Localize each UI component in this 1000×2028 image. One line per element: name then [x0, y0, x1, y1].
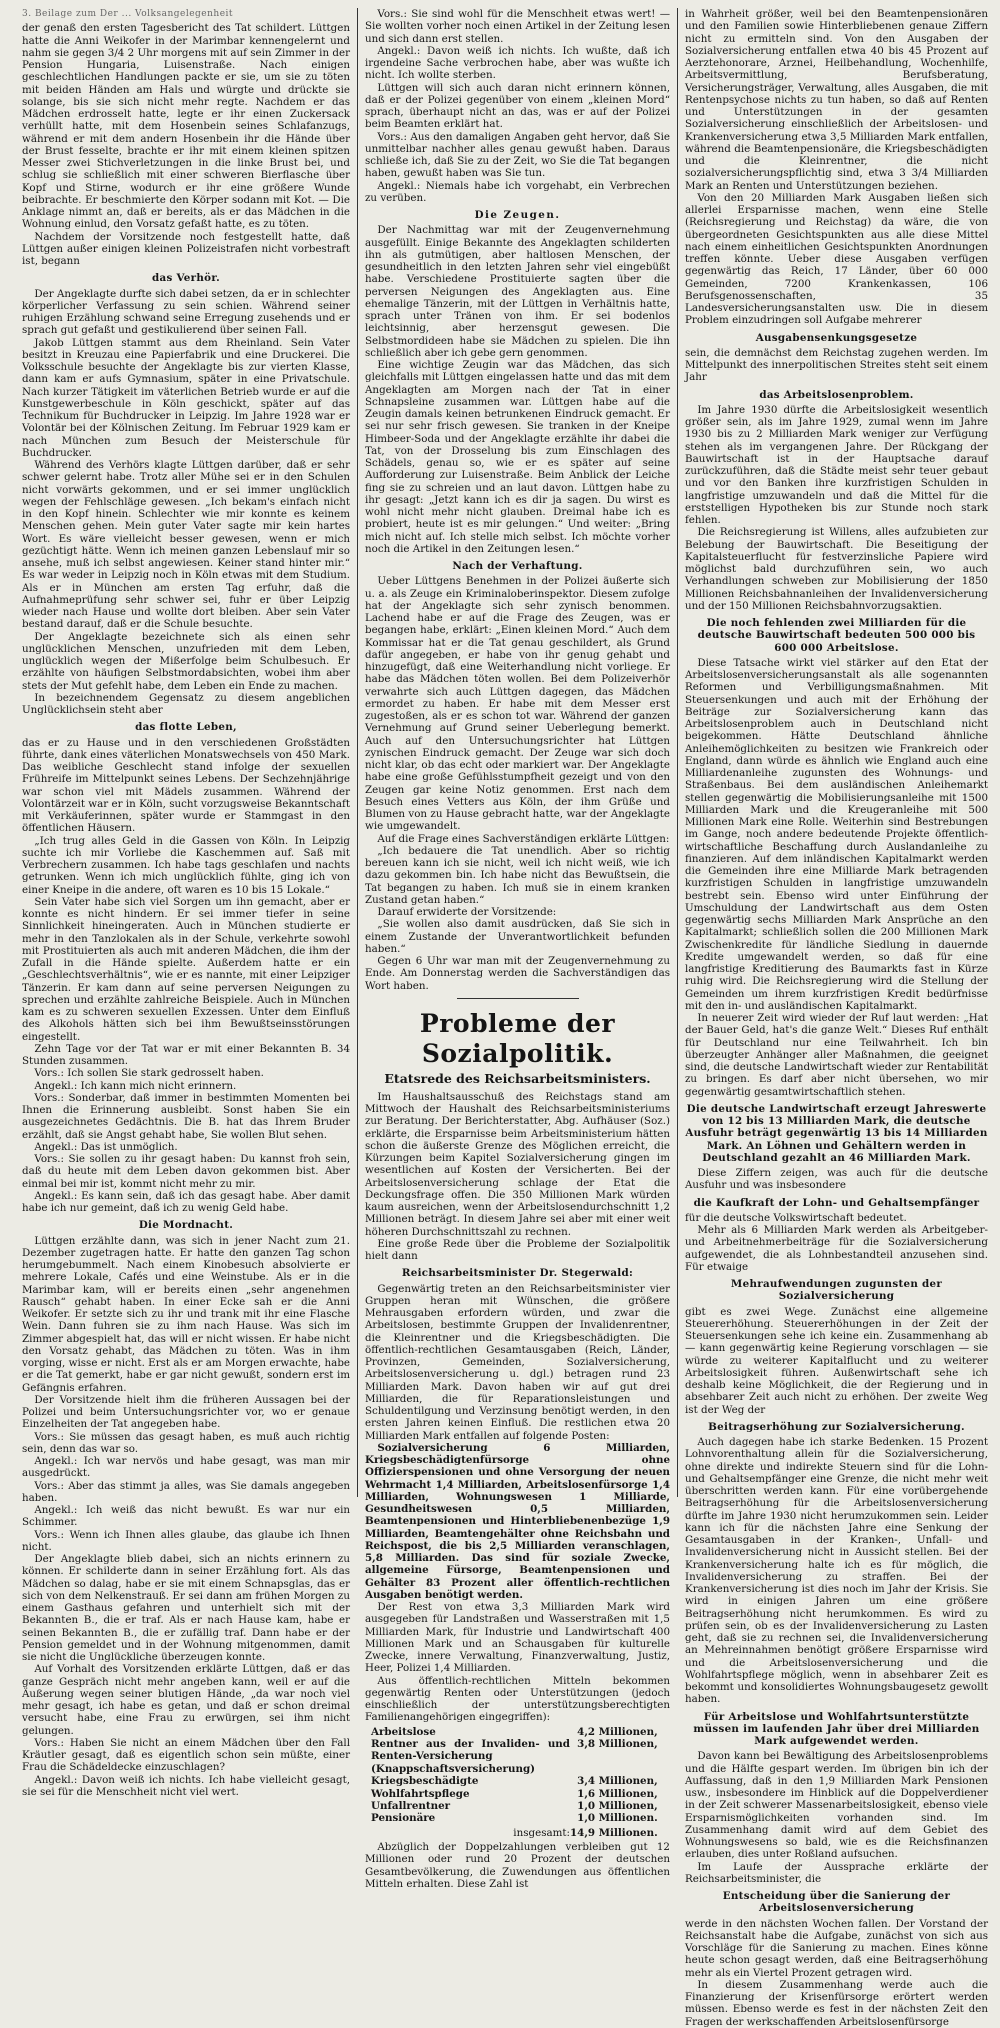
table-row: [371, 1726, 658, 1738]
subheading-ausgabensenkung: Ausgabensenkungsgesetze: [755, 331, 918, 344]
subheading-minister: Reichsarbeitsminister Dr. Stegerwald:: [401, 1267, 634, 1280]
column-2: [357, 8, 677, 1890]
columns: [22, 8, 988, 2028]
paragraph: In neuerer Zeit wird wieder der Ruf laut werden: „Hat der Bauer Geld, hat's die ganze Welt.“ Dieses Ruf enthält für Deutschland nur eine Teilwahrheit. Ich bin überzeugter Anhänger aller Maßnahmen, die geeignet sind, die deutsche Landwirtschaft wieder zur Rentabilität zu bringen. Es darf aber nicht übersehen, wo mir gegenwärtig gesamtwirtschaftlich stehen.: [685, 1012, 988, 1098]
paragraph: Aus öffentlich-rechtlichen Mitteln bekommen gegenwärtig Renten oder Unterstützungen (jedoch einschließlich der unterstützungsberechtigten Familienangehörigen eingegriffen):: [365, 1674, 670, 1724]
paragraph: „Ich bedauere die Tat unendlich. Aber so richtig bereuen kann ich sie nicht, weil ich nicht weiß, wie ich dazu gekommen bin. Ich habe nicht das Bewußtsein, die Tat begangen zu haben. Ich muß sie in einem kranken Zustand getan haben.“: [365, 844, 670, 906]
table-cell-label: Wohlfahrtspflege: [371, 1787, 470, 1800]
table-cell-value: 4,2 Millionen,: [577, 1725, 658, 1738]
paragraph: Davon kann bei Bewältigung des Arbeitslosenproblems und die Hälfte gespart werden. Im übrigen bin ich der Auffassung, daß in den 1,9 Milliarden Mark Pensionen usw., insbesondere im Hinblick auf die Doppelverdiener in der Zeit schwerer Massenarbeitslosigkeit, ebenso viele Ersparnismöglichkeiten vorhanden sind. Im Zusammenhang damit wird auf dem Gebiet des Wohnungswesens so bald, wie es die Reichsfinanzen erlauben, dies unter Roßland aufsuchen.: [685, 1750, 988, 1861]
paragraph: Vors.: Sie sind wohl für die Menschheit etwas wert! — Sie wollten vorher noch einen Artikel in der Zeitung lesen und sich dann erst stellen.: [365, 8, 670, 45]
table-row: [371, 1775, 658, 1787]
paragraph: Sein Vater habe sich viel Sorgen um ihn gemacht, aber er konnte es nicht hindern. Er sei immer tiefer in seine Sinnlichkeit hineingeraten. Auch in München studierte er mehr in den Tanzlokalen als in der Schule, verkehrte sowohl mit Prostituierten als auch mit anderen Mädchen, die ihm der Zufall in die Hände spielte. Außerdem hatte er ein „Geschlechtsverhältnis“, wie er es nannte, mit einer Leipziger Tänzerin. Er kam dann auf seine perversen Neigungen zu sprechen und erzählte zahlreiche Beispiele. Auch in München kam es zu schweren sexuellen Exzessen. Unter dem Einfluß des Alkohols hätten sich bei ihm Bewußtseinsstörungen eingestellt.: [22, 895, 350, 1043]
table-row: [371, 1788, 658, 1800]
table-cell-label: Rentner aus der Invaliden- und Renten-Versicherung (Knappschaftsversicherung): [371, 1737, 570, 1775]
paragraph: Vors.: Wenn ich Ihnen alles glaube, das glaube ich Ihnen nicht.: [22, 1528, 350, 1553]
paragraph: Darauf erwiderte der Vorsitzende:: [377, 906, 557, 918]
paragraph: Der Angeklagte durfte sich dabei setzen, da er in schlechter körperlicher Verfassung zu sein schien. Während seiner ruhigen Erzählung schwand seine Erregung zusehends und er sprach gut gefaßt und gestikulierend über seinen Fall.: [22, 287, 350, 337]
article-subheadline: Etatsrede des Reichsarbeitsministers.: [384, 1070, 651, 1086]
paragraph: Eine große Rede über die Probleme der Sozialpolitik hielt dann: [365, 1237, 670, 1262]
paragraph: Angekl.: Ich war nervös und habe gesagt, was man mir ausgedrückt.: [22, 1455, 350, 1480]
column-1: [22, 8, 357, 1798]
paragraph: Auch dagegen habe ich starke Bedenken. 15 Prozent Lohnvorenthaltung allein für die Sozialversicherung, ohne direkte und indirekte Steuern sind für die Lohn- und Gehaltsempfänger eine Grenze, die nicht mehr weit überschritten werden kann. Für eine vorübergehende Beitragserhöhung für die Arbeitslosenversicherung dürfte im Jahre 1930 nicht herumzukommen sein. Leider kann ich für die nächsten Jahre eine Senkung der Gesamtausgaben in der Kranken-, Unfall- und Invalidenversicherung nicht in Aussicht stellen. Bei der Krankenversicherung halte ich es für möglich, die Invalidenversicherung zu straffen. Bei der Krankenversicherung ist dies noch im Jahr der Krisis. Sie wird in einigen Jahren um eine größere Beitragserhöhung nicht herumkommen. Es wird zu prüfen sein, ob es der Invalidenversicherung zu Lasten geht, daß sie zu rechnen sei, die Invalidenversicherung an Mehreinnahmen benötigt größere Ersparnisse wird und die Arbeitslosenversicherung und die Wohlfahrtspflege möglich, wenn in absehbarer Zeit es bekommt und konsolidiertes Wohnungsbaugesetz gewollt haben.: [685, 1436, 988, 1706]
subheading-flotte-leben: das flotte Leben,: [135, 721, 237, 734]
paragraph: Der Vorsitzende hielt ihm die früheren Aussagen bei der Polizei und beim Untersuchungsrichter vor, wo er genaue Einzelheiten der Tat angegeben habe.: [22, 1393, 350, 1431]
paragraph: Zehn Tage vor der Tat war er mit einer Bekannten B. 34 Stunden zusammen.: [22, 1042, 350, 1067]
paragraph: der genaß den ersten Tagesbericht des Tat schildert. Lüttgen hatte die Anni Weikofer in der Marimbar kennengelernt und nahm sie gegen 3/4 2 Uhr morgens mit auf sein Zimmer in der Pension Hungaria, Luisenstraße. Nach einigen geschlechtlichen Handlungen packte er sie, um sie zu töten mit beiden Händen am Hals und würgte und drückte sie solange, bis sie sich nicht mehr regte. Nachdem er das Mädchen erdrosselt hatte, legte er ihr einen Zuckersack verhüllt hatte, mit dem Hosenbein seines Schlafanzugs, während er mit dem andern Hosenbein ihr die Hände über der Brust fesselte, brachte er ihr mit einem kleinen spitzen Messer zwei Stichverletzungen in die linke Brust bei, und schlug sie schließlich mit einer schweren Bierflasche über Kopf und Stirne, wodurch er ihr eine größere Wunde beibrachte. Er beschmierte den Körper sodann mit Kot. — Die Anklage nimmt an, daß er bereits, als er das Mädchen in die Wohnung einlud, den Vorsatz gefaßt hatte, es zu töten.: [22, 22, 350, 231]
paragraph: Auf Vorhalt des Vorsitzenden erklärte Lüttgen, daß er das ganze Gespräch nicht mehr angeben kann, weil er auf die Äußerung wegen seiner blutigen Hände, „da war noch viel mehr gesagt, ich habe es getan, und daß er schon dreimal versucht habe, eine Frau zu erwürgen, sei ihm nicht gelungen.: [22, 1663, 350, 1737]
paragraph: Der Nachmittag war mit der Zeugenvernehmung ausgefüllt. Einige Bekannte des Angeklagten schilderten ihn als gutmütigen, aber haltlosen Menschen, der gesundheitlich in den letzten Jahren sehr viel eingebüßt habe. Verschiedene Prostituierte sagten über die perversen Neigungen des Angeklagten aus. Eine ehemalige Tänzerin, mit der Lüttgen in Verhältnis hatte, sprach unter Tränen von ihm. Er sei bodenlos leichtsinnig, aber herzensgut gewesen. Die Selbstmordideen habe sie Mädchen zu spielen. Die ihn schließlich aber ich gebe gern genommen.: [365, 224, 670, 359]
table-cell-label: Pensionäre: [371, 1812, 436, 1825]
table-row: [371, 1812, 658, 1824]
paragraph: Eine wichtige Zeugin war das Mädchen, das sich gleichfalls mit Lüttgen eingelassen hatte und das mit dem Angeklagten am Morgen nach der Tat in einer Schnapsleine zusammen war. Lüttgen habe auf die Zeugin damals keinen betrunkenen Eindruck gemacht. Er sei nur sehr frisch gewesen. Sie tranken in der Kneipe Himbeer-Soda und der Angeklagte erzählte ihr dabei die Tat, von der Drosselung bis zum Einschlagen des Schädels, genau so, wie er es später auf seine Aufforderung zur Luisenstraße. Beim Anblick der Leiche fing sie zu schreien und an laut davon. Lüttgen habe zu ihr gesagt: „Jetzt kann ich es dir ja sagen. Du wirst es wohl nicht mehr nicht glauben. Dreimal habe ich es probiert, heute ist es mir gelungen.“ Und weiter: „Bring mich nicht auf. Ich stelle mich selbst. Ich möchte vorher noch die Artikel in den Zeitungen lesen.“: [365, 359, 670, 555]
subheading-bauwirtschaft: Die noch fehlenden zwei Milliarden für die deutsche Bauwirtschaft bedeuten 500 000 bis 600 000 Arbeitslose.: [697, 617, 976, 654]
paragraph: Angekl.: Davon weiß ich nichts. Ich wußte, daß ich irgendeine Sache verbrochen habe, aber was wußte ich nicht. Ich wollte sterben.: [365, 44, 670, 82]
paragraph: Angekl.: Ich weiß das nicht bewußt. Es war nur ein Schimmer.: [22, 1504, 350, 1529]
paragraph: für die deutsche Volkswirtschaft bedeutet.: [685, 1211, 907, 1224]
table-cell-value: 1,6 Millionen,: [577, 1787, 658, 1800]
paragraph: Vors.: Sie müssen das gesagt haben, es muß auch richtig sein, denn das war so.: [22, 1430, 350, 1455]
subheading-sanierung: Entscheidung über die Sanierung der Arbeitslosenversicherung: [722, 1890, 951, 1915]
subheading-verhaftung: Nach der Verhaftung.: [452, 560, 583, 572]
paragraph: Vors.: Sonderbar, daß immer in bestimmten Momenten bei Ihnen die Erinnerung ausbleibt. Sonst haben Sie ein ausgezeichnetes Gedächtnis. Die B. hat das Ihrem Bruder erzählt, daß sie Angst gehabt habe, Sie wollen Blut sehen.: [22, 1091, 350, 1141]
table-total-value: 14,9 Millionen.: [570, 1826, 658, 1839]
table-cell-value: 1,0 Millionen.: [577, 1812, 658, 1825]
paragraph: Der Angeklagte bezeichnete sich als einen sehr unglücklichen Menschen, unzufrieden mit dem Leben, unglücklich wegen der Mißerfolge beim Schulbesuch. Er erzählte von häufigen Selbstmordabsichten, wobei ihm aber stets der Mut gefehlt habe, dem Leben ein Ende zu machen.: [22, 630, 350, 692]
table-row: [371, 1800, 658, 1812]
paragraph: In bezeichnendem Gegensatz zu diesem angeblichen Unglücklichsein steht aber: [22, 691, 350, 716]
paragraph: Diese Ziffern zeigen, was auch für die deutsche Ausfuhr und was insbesondere: [685, 1167, 988, 1192]
paragraph: Von den 20 Milliarden Mark Ausgaben ließen sich allerlei Ersparnisse machen, wenn eine Stelle (Reichsregierung und Reichstag) da wäre, die von übergeordneten Gesichtspunkten aus alle diese Mittel nach einem einheitlichen Gesichtspunkten Anordnungen treffen könnte. Ueber diese Ausgaben verfügen gegenwärtig das Reich, 17 Länder, über 60 000 Gemeinden, 7200 Krankenkassen, 106 Berufsgenossenschaften, 35 Landesversicherungsanstalten usw. Die in diesem Problem einzudringen soll Aufgabe mehrerer: [685, 191, 988, 327]
paragraph: das er zu Hause und in den verschiedenen Großstädten führte, dank eines väterlichen Monatswechsels von 450 Mark. Das weibliche Geschlecht stand infolge der sexuellen Frühreife im Mittelpunkt seines Lebens. Der Sechzehnjährige war schon viel mit Mädels zusammen. Während der Volontärzeit war er in Köln, sucht vorzugsweise Bekanntschaft mit Verkäuferinnen, später wurde er Stammgast in den öffentlichen Häusern.: [22, 736, 350, 835]
table-cell-label: Arbeitslose: [371, 1725, 436, 1738]
table-total-label: insgesamt:: [513, 1826, 570, 1839]
paragraph: Im Jahre 1930 dürfte die Arbeitslosigkeit wesentlich größer sein, als im Jahre 1929, zumal wenn im Jahre 1930 bis zu 2 Milliarden Mark weniger zur Verfügung stehen als im vergangenen Jahre. Der Rückgang der Bauwirtschaft ist in der Hauptsache darauf zurückzuführen, daß die Städte meist sehr teuer gebaut und vor den Banken ihre kurzfristigen Schulden in langfristige umzuwandeln und daß die Mittel für die erststelligen Hypotheken bis zur Stunde noch stark fehlen.: [685, 403, 988, 526]
paragraph: gibt es zwei Wege. Zunächst eine allgemeine Steuererhöhung. Steuererhöhungen in der Zeit der Steuersenkungen sehe ich keine ein. Zusammenhang ab — kann gegenwärtig keine Regierung vorschlagen — sie würde zu weiterer Kapitalflucht und zu weiterer Arbeitslosigkeit führen. Außenwirtschaft sehe ich deshalb keine Möglichkeit, die der Regierung und in absehbarer Zeit auch nicht zu erhöhen. Der zweite Weg ist der Weg der: [685, 1305, 988, 1416]
paragraph: Mehr als 6 Milliarden Mark werden als Arbeitgeber- und Arbeitnehmerbeiträge für die Sozialversicherung aufgewendet, die als Lohnbestandteil anzusehen sind. Für etwaige: [685, 1224, 988, 1273]
paragraph: Der Rest von etwa 3,3 Milliarden Mark wird ausgegeben für Landstraßen und Wasserstraßen mit 1,5 Milliarden Mark, für Industrie und Landwirtschaft 400 Millionen Mark und an Schausgaben für kulturelle Zwecke, innere Verwaltung, Finanzverwaltung, Justiz, Heer, Polizei 1,4 Milliarden.: [365, 1601, 670, 1675]
paragraph: Vors.: Aber das stimmt ja alles, was Sie damals angegeben haben.: [22, 1479, 350, 1504]
subheading-mordnacht: Die Mordnacht.: [138, 1219, 234, 1232]
paragraph: Während des Verhörs klagte Lüttgen darüber, daß er sehr schwer gelernt habe. Trotz aller Mühe sei er in den Schulen nicht vorwärts gekommen, und er sei immer unglücklich wegen der Fehlschläge gewesen. „Ich bekam's einfach nicht in den Kopf hinein. Schlechter wie mir konnte es keinem Menschen gehen. Mein guter Vater sagte mir kein hartes Wort. Es wäre vielleicht besser gewesen, wenn er mich gezüchtigt hätte. Wenn ich meinen ganzen Lebenslauf mir so ansehe, muß ich selbst angewiesen. Keiner stand hinter mir.“ Es war weder in Leipzig noch in Köln etwas mit dem Studium. Als er in München am ersten Tag erfuhr, daß die Aufnahmeprüfung sehr schwer sei, fuhr er über Leipzig wieder nach Hause und wollte dort bleiben. Aber sein Vater bestand darauf, daß er die Schule besuchte.: [22, 459, 350, 631]
paragraph: Abzüglich der Doppelzahlungen verbleiben gut 12 Millionen oder rund 20 Prozent der deutschen Gesamtbevölkerung, die Zuwendungen aus öffentlichen Mitteln erhalten. Diese Zahl ist: [365, 1841, 670, 1890]
table-row: [371, 1738, 658, 1775]
paragraph: Sozialversicherung 6 Milliarden, Kriegsbeschädigtenfürsorge ohne Offizierspensionen und ohne Versorgung der neuen Wehrmacht 1,4 Milliarden, Arbeitslosenfürsorge 1,4 Milliarden, Wohnungswesen 1 Milliarde, Gesundheitswesen 0,5 Milliarden, Beamtenpensionen und Hinterbliebenenbezüge 1,9 Milliarden, Beamtengehälter ohne Reichsbahn und Reichspost, die bis 2,5 Milliarden veranschlagen, 5,8 Milliarden. Das sind für soziale Zwecke, allgemeine Fürsorge, Beamtenpensionen und Gehälter 83 Prozent aller öffentlich-rechtlichen Ausgaben benötigt werden.: [365, 1441, 670, 1601]
paragraph: Lüttgen erzählte dann, was sich in jener Nacht zum 21. Dezember zugetragen hatte. Er hatte den ganzen Tag schon herumgebummelt. Nach einem Kinobesuch absolvierte er mehrere Lokale, Cafés und eine Weinstube. Als er in die Marimbar kam, will er bereits einen „sehr angenehmen Rausch“ gehabt haben. In einer Ecke sah er die Anni Weikofer. Er setzte sich zu ihr und trank mit ihr eine Flasche Wein. Dann fuhren sie zu ihm nach Hause. Was sich im Zimmer abgespielt hat, das will er nicht wissen. Er habe nicht den Vorsatz gehabt, das Mädchen zu töten. Was in ihm vorging, wisse er nicht. Erst als er am Morgen erwachte, habe er die Tat gemerkt, habe er gar nicht gewußt, sondern erst im Gefängnis erfahren.: [22, 1234, 350, 1394]
paragraph: Lüttgen will sich auch daran nicht erinnern können, daß er der Polizei gegenüber von einem „kleinen Mord“ sprach, überhaupt nicht an das, was er auf der Polizei beim Beamten erklärt hat.: [365, 81, 670, 131]
subheading-verhoer: das Verhör.: [152, 272, 220, 285]
subheading-kaufkraft: die Kaufkraft der Lohn- und Gehaltsempfänger: [693, 1196, 980, 1209]
paragraph: sein, die demnächst dem Reichstag zugehen werden. Im Mittelpunkt des innerpolitischen Streites steht seit einem Jahr: [685, 346, 988, 384]
table-cell-value: 1,0 Millionen,: [577, 1799, 658, 1812]
paragraph: Vors.: Haben Sie nicht an einem Mädchen über den Fall Kräutler gesagt, daß es eigentlich schon sein müßte, einer Frau die Schädeldecke einzuschlagen?: [22, 1736, 350, 1774]
paragraph: „Ich trug alles Geld in die Gassen von Köln. In Leipzig suchte ich mir Vorliebe die Kaschemmen auf. Saß mit Verbrechern zusammen. Ich habe tags geschlafen und nachts getrunken. Wenn ich mich unglücklich fühlte, ging ich von einer Kneipe in die andere, oft waren es 10 bis 15 Lokale.“: [22, 834, 350, 896]
paragraph: Die Reichsregierung ist Willens, alles aufzubieten zur Belebung der Bauwirtschaft. Die Beseitigung der Kapitalsteuerflucht für festverzinsliche Papiere wird möglichst bald durchzuführen sein, wo auch Verhandlungen schweben zur Mobilisierung der 1850 Millionen Reichsbahnanleihen der Invalidenversicherung und der 150 Millionen Reichsbahnvorzugsaktien.: [685, 526, 988, 612]
table-cell-label: Kriegsbeschädigte: [371, 1775, 479, 1788]
paragraph: Der Angeklagte blieb dabei, sich an nichts erinnern zu können. Er schilderte dann in seiner Erzählung fort. Als das Mädchen so dalag, habe er sie mit einem Schnapsglas, das er sich von dem Nelkenstrauß. Er sei dann am frühen Morgen zu einem Gasthaus gefahren und unterhielt sich mit der Bekannten B., die er traf. Als er nach Hause kam, habe er seinen Bekannten B., die er zufällig traf. Dann habe er der Pension gemeldet und in der Wohnung mitgenommen, damit sie nicht die Unglückliche überzeugen konnte.: [22, 1553, 350, 1663]
paragraph: Diese Tatsache wirkt viel stärker auf den Etat der Arbeitslosenversicherungsanstalt als alle sogenannten Reformen und Verbilligungsmaßnahmen. Mit Steuersenkungen und auch mit der Erhöhung der Beiträge zur Sozialversicherung kann das Arbeitslosenproblem auch in Deutschland nicht beigekommen. Hätte Deutschland ähnliche Anleihemöglichkeiten zu besitzen wie Frankreich oder England, dann würde es ähnlich wie England auch eine Milliardenanleihe zugunsten des Wohnungs- und Straßenbaus. Bei dem ausländischen Anleihemarkt stellen gegenwärtig die Mobilisierungsanleihe mit 1500 Milliarden Mark und die Kreugeranleihe mit 500 Millionen Mark eine Rolle. Weiterhin sind Bestrebungen im Gange, noch andere bedeutende Projekte öffentlich-wirtschaftliche Beschaffung durch Auslandanleihe zu finanzieren. Auf dem inländischen Kapitalmarkt werden die Gemeinden ihre eine Milliarde Mark betragenden kurzfristigen Schulden in langfristige umzuwandeln bestrebt sein. Ebenso wird unter Einführung der Umschuldung der Landwirtschaft aus dem Osten gegenwärtig sechs Milliarden Mark Ansprüche an den Kapitalmarkt; schließlich sollen die 200 Millionen Mark Zwischenkredite für ländliche Siedlung in dauernde Kredite umgewandelt werden, so daß für eine langfristige Kreditierung des Baumarkts fast in Kürze ruhig wird. Die Reichsregierung wird die Stellung der Gemeinden um ihrem kurzfristigen Kredit bedürfnisse mit den in- und ausländischen Kapitalmarkt.: [685, 656, 988, 1012]
paragraph: Angekl.: Es kann sein, daß ich das gesagt habe. Aber damit habe ich nur gemeint, daß ich zu wenig Geld habe.: [22, 1189, 350, 1214]
paragraph: Angekl.: Niemals habe ich vorgehabt, ein Verbrechen zu verüben.: [365, 179, 670, 204]
subheading-arbeitslosenproblem: das Arbeitslosenproblem.: [759, 388, 914, 401]
table-cell-label: Unfallrentner: [371, 1799, 451, 1812]
paragraph: Angekl.: Davon weiß ich nichts. Ich habe vielleicht gesagt, sie sei für die Menschheit nicht viel wert.: [22, 1773, 350, 1798]
table-cell-value: 3,4 Millionen,: [577, 1775, 658, 1788]
subheading-landwirtschaft: Die deutsche Landwirtschaft erzeugt Jahreswerte von 12 bis 13 Milliarden Mark, die deutsche Ausfuhr beträgt gegenwärtig 13 bis 14 Milliarden Mark. An Löhnen und Gehältern werden in Deutschland gezahlt an 46 Milliarden Mark.: [685, 1102, 988, 1164]
recipients-table: [371, 1726, 658, 1840]
paragraph: Vors.: Sie sollen zu ihr gesagt haben: Du kannst froh sein, daß du heute mit dem Leben davon gekommen bist. Aber einmal bei mir ist, kommt nicht mehr zu mir.: [22, 1153, 350, 1190]
paragraph: Angekl.: Das ist unmöglich.: [34, 1140, 178, 1153]
subheading-mehraufwendungen: Mehraufwendungen zugunsten der Sozialversicherung: [730, 1278, 943, 1303]
paragraph: Vors.: Ich sollen Sie stark gedrosselt haben.: [34, 1067, 264, 1080]
subheading-beitragserhoehung: Beitragserhöhung zur Sozialversicherung.: [708, 1420, 965, 1433]
paragraph: Angekl.: Ich kann mich nicht erinnern.: [34, 1079, 237, 1092]
paragraph: in Wahrheit größer, weil bei den Beamtenpensionären und den Familien sowie Hinterbliebenen genaue Ziffern nicht zu ermitteln sind. Von den Ausgaben der Sozialversicherung entfallen etwa 40 bis 45 Prozent auf Aerztehonorare, Arznei, Heilbehandlung, Wochenhilfe, Arbeitsvermittlung, Berufsberatung, Versicherungsträger, Verwaltung, alles Ausgaben, die mit Rentenpsychose nichts zu tun haben, so daß auf Renten und Unterstützungen in der gesamten Sozialversicherung einschließlich der Arbeitslosen- und Krankenversicherung etwa 3,5 Milliarden Mark entfallen, während die Beamtenpensionäre, die Kriegsbeschädigten und die Kleinrentner, die nicht sozialversicherungspflichtig sind, etwa 3 3/4 Milliarden Mark an Renten und Unterstützungen beziehen.: [685, 8, 988, 192]
paragraph: „Sie wollen also damit ausdrücken, daß Sie sich in einem Zustande der Unverantwortlichkeit befunden haben.“: [365, 918, 670, 955]
paragraph: Im Haushaltsausschuß des Reichstags stand am Mittwoch der Haushalt des Reichsarbeitsministeriums zur Beratung. Der Berichterstatter, Abg. Aufhäuser (Soz.) erklärte, die Ersparnisse beim Arbeitsministerium hätten schon die äußerste Grenze des Möglichen erreicht, die Kürzungen beim Kapitel Sozialversicherung gingen im wesentlichen auf Kosten der Versicherten. Bei der Arbeitslosenversicherung schlage der Etat die Deckungsfrage offen. Die 350 Millionen Mark würden kaum ausreichen, wenn der Arbeitslosendurchschnitt 1,2 Millionen beträgt. In diesem Jahre sei aber mit einer weit höheren Durchschnittszahl zu rechnen.: [365, 1090, 670, 1238]
paragraph: Jakob Lüttgen stammt aus dem Rheinland. Sein Vater besitzt in Kreuzau eine Papierfabrik und eine Druckerei. Die Volksschule besuchte der Angeklagte bis zur vierten Klasse, dann kam er aufs Gymnasium, später in eine Privatschule. Nach kurzer Tätigkeit im väterlichen Betrieb wurde er auf die Kunstgewerbeschule in Köln geschickt, später auf das Technikum für Buchdrucker in Leipzig. Im Jahre 1928 war er Volontär bei der Kölnischen Zeitung. Im Februar 1929 kam er nach München zum Besuch der Meisterschule für Buchdrucker.: [22, 336, 350, 459]
paragraph: Gegen 6 Uhr war man mit der Zeugenvernehmung zu Ende. Am Donnerstag werden die Sachverständigen das Wort haben.: [365, 955, 670, 992]
paragraph: werde in den nächsten Wochen fallen. Der Vorstand der Reichsanstalt habe die Aufgabe, zunächst von sich aus Vorschläge für die Sanierung zu machen. Eines könne heute schon gesagt werden, daß eine Beitragserhöhung mehr als ein Viertel Prozent getragen wird.: [685, 1917, 988, 1979]
section-divider: [457, 998, 579, 999]
paragraph: Im Laufe der Aussprache erklärte der Reichsarbeitsminister, die: [685, 1860, 988, 1885]
paragraph: Auf die Frage eines Sachverständigen erklärte Lüttgen:: [377, 832, 670, 845]
paragraph: Vors.: Aus den damaligen Angaben geht hervor, daß Sie unmittelbar nachher alles genau gewußt haben. Daraus schließe ich, daß Sie zu der Zeit, wo Sie die Tat begangen haben, gewußt haben was Sie tun.: [365, 130, 670, 180]
page-header: 3. Beilage zum Der ... Volksangelegenheit: [22, 9, 234, 19]
article-headline: Probleme der Sozialpolitik.: [419, 1008, 616, 1068]
table-cell-value: 3,8 Millionen,: [577, 1737, 658, 1750]
subheading-zeugen: Die Zeugen.: [474, 209, 561, 221]
subheading-arbeitslose-fuersorge: Für Arbeitslose und Wohlfahrtsunterstützte müssen im laufenden Jahr über drei Milliarden Mark aufgewendet werden.: [693, 1710, 980, 1747]
paragraph: Nachdem der Vorsitzende noch festgestellt hatte, daß Lüttgen außer einigen kleinen Polizeistrafen nicht vorbestraft ist, begann: [22, 230, 350, 267]
paragraph: Ueber Lüttgens Benehmen in der Polizei äußerte sich u. a. als Zeuge ein Kriminaloberinspektor. Diesem zufolge hat der Angeklagte sich sehr zynisch benommen. Lachend habe er auf die Frage des Zeugen, was er begangen habe, erklärt: „Einen kleinen Mord.“ Auch dem Kommissar hat er die Tat genau geschildert, als Grund dafür angegeben, er habe von ihr genug gehabt und hinzugefügt, daß eine Weiterhandlung nicht vorliege. Er habe das Mädchen töten wollen. Bei dem Polizeiverhör verwahrte sich auch Lüttgen dagegen, das Mädchen ermordet zu haben. Er habe mit dem Messer erst zugestoßen, als er es schon tot war. Während der ganzen Vernehmung auf Grund seiner Ueberlegung bemerkt. Auch auf den Untersuchungsrichter hat Lüttgen zynischen Eindruck gemacht. Der Zeuge war sich doch nicht klar, ob das echt oder markiert war. Der Angeklagte habe eine große Gefühlsstumpfheit gezeigt und von den Zeugen gar keine Notiz genommen. Erst nach dem Besuch eines Vetters aus Köln, der ihm Grüße und Blumen von zu Hause gebracht hatte, war der Angeklagte wie umgewandelt.: [365, 575, 670, 833]
table-total-row: [371, 1825, 658, 1839]
paragraph: In diesem Zusammenhang werde auch die Finanzierung der Krisenfürsorge erörtert werden müssen. Ebenso werde es fest in der nächsten Zeit den Fragen der werkschaffenden Arbeitslosenfürsorge: [685, 1978, 988, 2028]
paragraph: Gegenwärtig treten an den Reichsarbeitsminister vier Gruppen heran mit Wünschen, die größere Mehrausgaben erfordern würden, und zwar die Arbeitslosen, bestimmte Gruppen der Invalidenrentner, die Kleinrentner und die Kriegsbeschädigten. Die öffentlich-rechtlichen Gesamtausgaben (Reich, Länder, Provinzen, Gemeinden, Sozialversicherung, Arbeitslosenversicherung u. dgl.) betragen rund 23 Milliarden Mark. Davon haben wir auf gut drei Milliarden, die für Reparationsleistungen und Schuldentilgung und Verzinsung benötigt werden, in den ersten Jahren keinen Einfluß. Die restlichen etwa 20 Milliarden Mark entfallen auf folgende Posten:: [365, 1282, 670, 1442]
column-3: [677, 8, 988, 2028]
